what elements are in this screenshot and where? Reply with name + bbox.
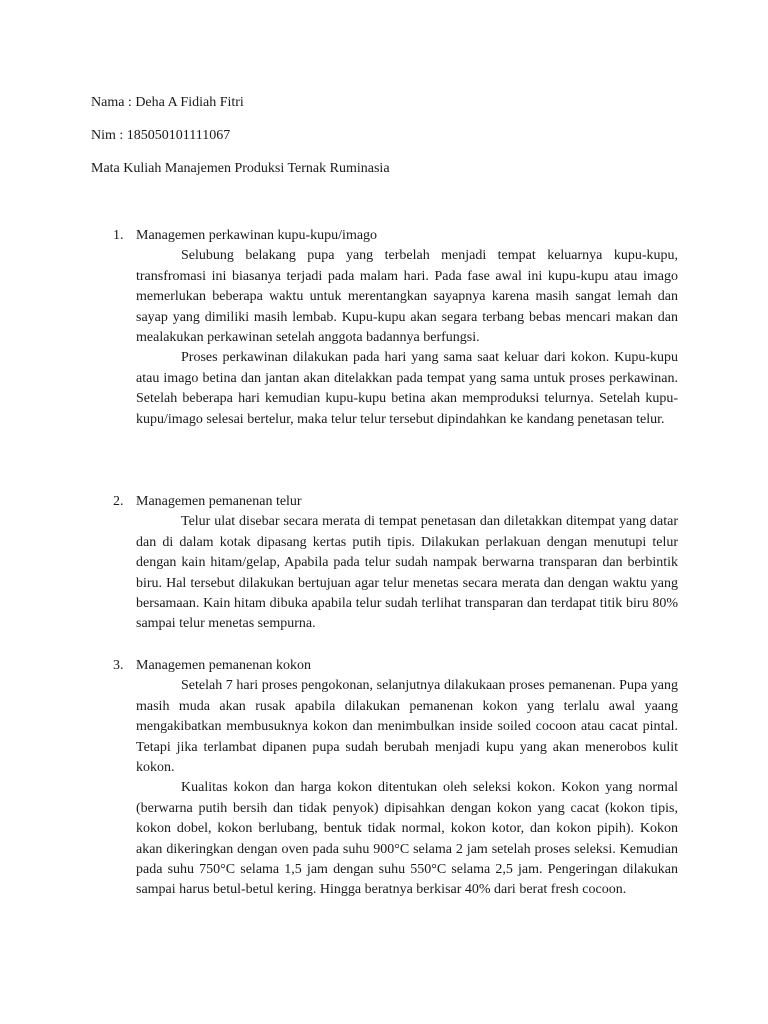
section-3-paragraph-1: Setelah 7 hari proses pengokonan, selanjutnya dilakukaan proses pemanenan. Pupa yang masih muda akan rusak apabila dilakukan pemanenan kokon yang terlalu awal yaang mengakibatkan membusuknya kokon dan menimbulkan inside soiled cocoon atau cacat pintal. Tetapi jika terlambat dipanen pupa sudah berubah menjadi kupu yang akan menerobos kulit kokon. — [136, 678, 678, 776]
section-3-paragraph-2: Kualitas kokon dan harga kokon ditentukan oleh seleksi kokon. Kokon yang normal (berwarna putih bersih dan tidak penyok) dipisahkan dengan kokon yang cacat (kokon tipis, kokon dobel, kokon berlubang, bentuk tidak normal, kokon kotor, dan kokon pipih). Kokon akan dikeringkan dengan oven pada suhu 900°C selama 2 jam setelah proses seleksi. Kemudian pada suhu 750°C selama 1,5 jam dengan suhu 550°C selama 2,5 jam. Pengeringan dilakukan sampai harus betul-betul kering. Hingga beratnya berkisar 40% dari berat fresh cocoon. — [136, 780, 678, 898]
section-2-number: 2. — [113, 494, 124, 509]
section-1-heading — [113, 226, 678, 246]
section-1-title: Managemen perkawinan kupu-kupu/imago — [136, 228, 378, 243]
student-nim: Nim : 185050101111067 — [91, 128, 231, 143]
section-2-body — [136, 512, 678, 634]
section-3-heading — [113, 656, 678, 676]
section-1-paragraph-2: Proses perkawinan dilakukan pada hari yang sama saat keluar dari kokon. Kupu-kupu atau imago betina dan jantan akan ditelakkan pada tempat yang sama untuk proses perkawinan. Setelah beberapa hari kemudian kupu-kupu betina akan memproduksi telurnya. Setelah kupu-kupu/imago selesai bertelur, maka telur telur tersebut dipindahkan ke kandang penetasan telur. — [136, 350, 678, 427]
section-2-title: Managemen pemanenan telur — [136, 494, 302, 509]
section-2-heading — [113, 492, 678, 512]
student-name: Nama : Deha A Fidiah Fitri — [91, 95, 244, 110]
section-1-body — [136, 246, 678, 430]
section-1-number: 1. — [113, 228, 124, 243]
section-3-number: 3. — [113, 658, 124, 673]
section-1-paragraph-1: Selubung belakang pupa yang terbelah menjadi tempat keluarnya kupu-kupu, transfromasi ini biasanya terjadi pada malam hari. Pada fase awal ini kupu-kupu atau imago memerlukan beberapa waktu untuk merentangkan sayapnya karena masih sangat lemah dan sayap yang dimiliki masih lembab. Kupu-kupu akan segara terbang bebas mencari makan dan mealakukan perkawinan setelah anggota badannya berfungsi. — [136, 248, 678, 346]
section-2-paragraph-1: Telur ulat disebar secara merata di tempat penetasan dan diletakkan ditempat yang datar dan di dalam kotak dipasang kertas putih tipis. Dilakukan perlakuan dengan menutupi telur dengan kain hitam/gelap, Apabila pada telur sudah nampak berwarna transparan dan berbintik biru. Hal tersebut dilakukan bertujuan agar telur menetas secara merata dan dengan waktu yang bersamaan. Kain hitam dibuka apabila telur sudah terlihat transparan dan terdapat titik biru 80% sampai telur menetas sempurna. — [136, 514, 678, 632]
section-3 — [113, 656, 678, 901]
course-title: Mata Kuliah Manajemen Produksi Ternak Ruminasia — [91, 161, 390, 176]
section-1 — [113, 226, 678, 430]
section-3-title: Managemen pemanenan kokon — [136, 658, 311, 673]
section-3-body — [136, 676, 678, 900]
section-2 — [113, 492, 678, 635]
